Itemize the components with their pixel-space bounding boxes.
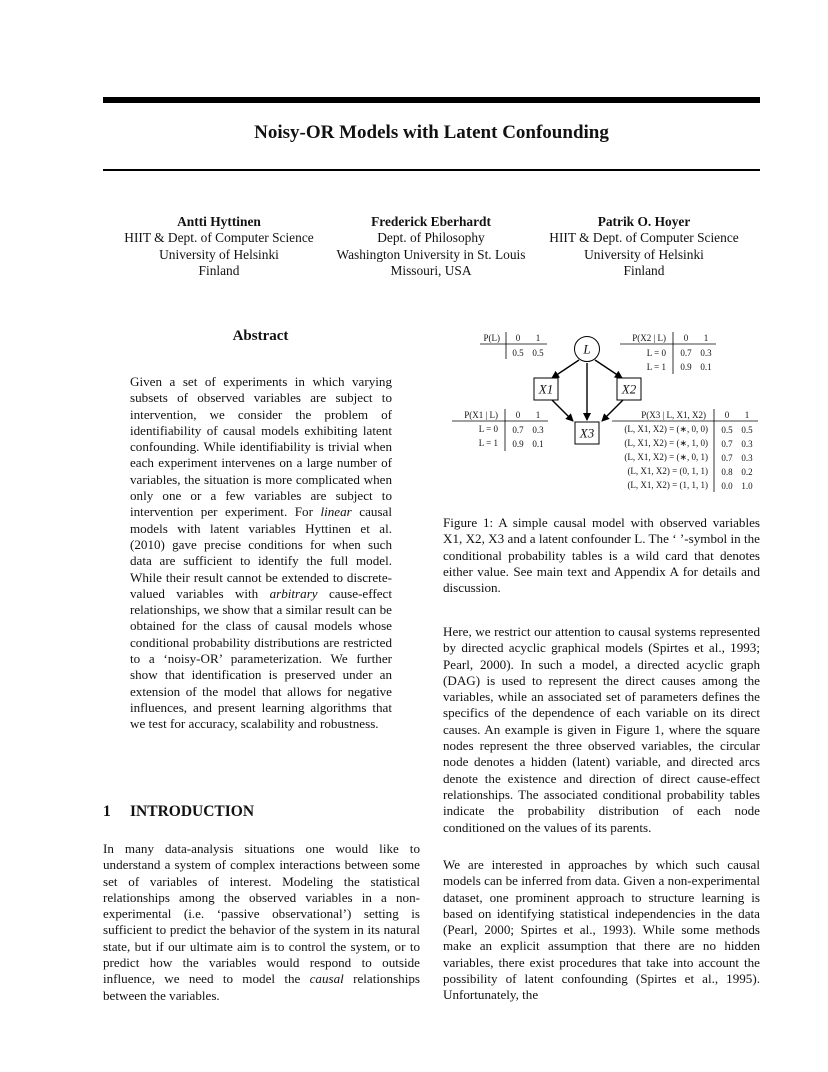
abstract-text-part: cause-effect relationships, we show that a similar result can be obtained for the class of causal models whose conditional probability distributions are restricted to a ‘noisy-OR’ parameterization. We further show that identification is preserved under an extension of the model that allows for negative influences, and present learning algorithms that we test for accuracy, scalability and robustness. (130, 585, 392, 732)
edge-l-x1 (552, 360, 579, 378)
cpt-value: 0.3 (700, 348, 712, 358)
cpt-col: 0 (724, 410, 730, 420)
author-block-3 (528, 214, 760, 279)
cpt-value: 0.7 (721, 453, 733, 463)
cpt-value: 0.2 (741, 467, 753, 477)
author-block-2 (315, 214, 547, 279)
author-name: Antti Hyttinen (177, 214, 261, 229)
figure-1-diagram (440, 326, 770, 496)
edge-x2-x3 (602, 400, 623, 421)
author-name: Frederick Eberhardt (371, 214, 491, 229)
cpt-row-label: (L, X1, X2) = (∗, 1, 0) (624, 438, 708, 448)
intro-text-part: relationships between the variables. (103, 971, 420, 1003)
intro-paragraph (103, 841, 420, 1004)
cpt-header: P(X3 | L, X1, X2) (641, 410, 706, 420)
cpt-col: 0 (515, 333, 521, 343)
edge-x1-x3 (552, 400, 573, 421)
paper-title: Noisy-OR Models with Latent Confounding (254, 122, 609, 143)
figure-caption: Figure 1: A simple causal model with observed variables X1, X2, X3 and a latent confounder L. The ‘ ’-symbol in the conditional probability tables is a wild card that denotes either value. See main text and Appendix A for details and discussion. (443, 515, 760, 596)
cpt-col: 0 (515, 410, 521, 420)
abstract-text-part: Given a set of experiments in which varying subsets of observed variables are subject to intervention, we consider the problem of identifiability of causal models exhibiting latent confounding. While identifiability is trivial when each experiment intervenes on a large number of variables, the situation is more complicated when only one or a few variables are subject to intervention per experiment. For (130, 374, 392, 520)
body-paragraph: We are interested in approaches by which such causal models can be inferred from data. Given a non-experimental dataset, one prominent approach to structure learning is based on identifying statistical independencies in the data (Pearl, 2000; Spirtes et al., 1993). While some methods make an explicit assumption that there are no hidden variables, there exist procedures that take into account the possibility of latent confounding (Spirtes et al., 1995). Unfortunately, the (443, 857, 760, 1003)
cpt-value: 0.5 (721, 425, 733, 435)
cpt-value: 0.3 (532, 425, 544, 435)
cpt-row-label: L = 1 (478, 438, 498, 448)
author-affiliation: University of Helsinki (159, 246, 279, 262)
cpt-x3-table (612, 409, 758, 492)
top-rule (103, 97, 760, 103)
section-heading (103, 803, 254, 821)
body-paragraph: Here, we restrict our attention to causal systems represented by directed acyclic graphical models (Spirtes et al., 1993; Pearl, 2000). In such a model, a directed acyclic graph (DAG) is used to represent the direct causes among the variables, while an associated set of parameters defines the specifics of the dependence of each variable on its direct causes. An example is given in Figure 1, where the square nodes represent the three observed variables, the circular node denotes a hidden (latent) variable, and directed arcs denote the existence and direction of direct cause-effect relationships. The associated conditional probability tables indicate the probability distribution of each node conditioned on the values of its parents. (443, 624, 760, 835)
cpt-value: 0.3 (741, 453, 753, 463)
title-rule (103, 169, 760, 171)
intro-emphasis: causal (309, 971, 344, 987)
cpt-value: 0.7 (680, 348, 692, 358)
cpt-x2-table (620, 332, 716, 374)
cpt-col: 1 (703, 333, 709, 343)
cpt-header: P(X2 | L) (632, 333, 666, 343)
node-x1 (534, 378, 558, 400)
cpt-col: 1 (744, 410, 750, 420)
abstract-text (130, 374, 392, 733)
author-affiliation: University of Helsinki (584, 246, 704, 262)
cpt-col: 1 (535, 333, 541, 343)
cpt-row-label: L = 1 (646, 362, 666, 372)
cpt-row-label: L = 0 (646, 348, 666, 358)
cpt-header: P(X1 | L) (464, 410, 498, 420)
cpt-value: 0.7 (721, 439, 733, 449)
cpt-row-label: (L, X1, X2) = (1, 1, 1) (627, 480, 708, 490)
cpt-value: 0.9 (680, 362, 692, 372)
abstract-text-part: causal models with latent variables Hyttinen et al. (2010) gave precise conditions for when such data are sufficient to identify the full model. While their result cannot be extended to discrete-valued variables with (130, 504, 392, 601)
cpt-row-label: L = 0 (478, 424, 498, 434)
node-label: X2 (621, 381, 637, 397)
cpt-value: 1.0 (741, 481, 753, 491)
author-affiliation: Dept. of Philosophy (377, 230, 485, 246)
section-title: INTRODUCTION (130, 803, 255, 820)
cpt-value: 0.8 (721, 467, 733, 477)
cpt-value: 0.7 (512, 425, 524, 435)
node-x3 (575, 422, 599, 444)
cpt-value: 0.3 (741, 439, 753, 449)
cpt-value: 0.5 (532, 348, 544, 358)
cpt-value: 0.1 (532, 439, 544, 449)
author-block-1 (103, 214, 335, 279)
node-label: X3 (579, 425, 595, 441)
author-affiliation: Finland (623, 262, 665, 278)
cpt-row-label: (L, X1, X2) = (∗, 0, 0) (624, 424, 708, 434)
author-affiliation: HIIT & Dept. of Computer Science (549, 230, 739, 246)
cpt-value: 0.0 (721, 481, 733, 491)
intro-text-part: In many data-analysis situations one would like to understand a system of complex interactions between some set of variables of interest. Modeling the statistical relationships among the observed variables in a non-experimental (i.e. ‘passive observational’) setting is sufficient to predict the behavior of the system in its natural state, but if our ultimate aim is to control the system, or to predict how the variables would respond to outside influence, we need to model the (103, 841, 420, 987)
cpt-col: 1 (535, 410, 541, 420)
cpt-col: 0 (683, 333, 689, 343)
abstract-emphasis: arbitrary (269, 585, 318, 601)
cpt-value: 0.5 (741, 425, 753, 435)
cpt-header: P(L) (483, 333, 500, 343)
node-label: X1 (538, 381, 554, 397)
cpt-row-label: (L, X1, X2) = (∗, 0, 1) (624, 452, 708, 462)
abstract-heading: Abstract (232, 328, 289, 344)
node-label: L (583, 341, 591, 357)
author-name: Patrik O. Hoyer (597, 214, 691, 229)
cpt-value: 0.9 (512, 439, 524, 449)
cpt-l-table (480, 332, 547, 359)
edge-l-x2 (595, 360, 622, 378)
node-l (575, 337, 600, 362)
author-affiliation: HIIT & Dept. of Computer Science (124, 230, 314, 246)
cpt-value: 0.5 (512, 348, 524, 358)
author-affiliation: Washington University in St. Louis (336, 246, 526, 262)
author-affiliation: Finland (198, 262, 240, 278)
node-x2 (617, 378, 641, 400)
cpt-row-label: (L, X1, X2) = (0, 1, 1) (627, 466, 708, 476)
author-affiliation: Missouri, USA (390, 262, 472, 278)
section-number: 1 (103, 803, 111, 820)
abstract-emphasis: linear (320, 504, 352, 520)
cpt-x1-table (452, 409, 548, 451)
cpt-value: 0.1 (700, 362, 712, 372)
